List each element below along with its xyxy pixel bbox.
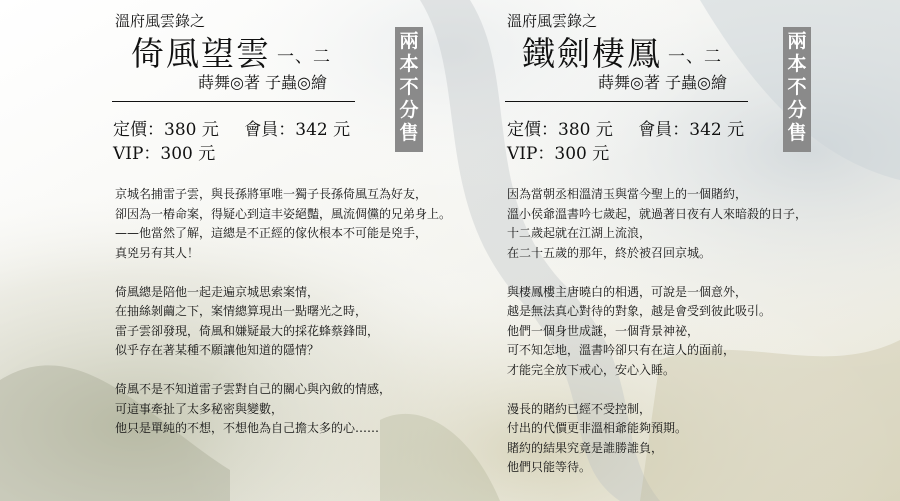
series-name: 溫府風雲錄之 bbox=[507, 12, 598, 30]
description-line: ——他當然了解，這總是不正經的傢伙根本不可能是兇手， bbox=[115, 226, 428, 240]
description-line: 倚風不是不知道雷子雲對自己的關心與內斂的情感， bbox=[115, 382, 392, 396]
not-sold-separately-badge: 兩本不分售 bbox=[395, 27, 423, 152]
divider bbox=[505, 101, 748, 102]
book-title bbox=[522, 28, 722, 75]
description-line: 可這事牽扯了太多秘密與變數， bbox=[115, 401, 284, 416]
description-line: 付出的代價更非溫相爺能夠預期。 bbox=[507, 421, 688, 435]
description-line: 他們只能等待。 bbox=[507, 460, 592, 474]
author-credit: 蒔舞◎著 子蟲◎繪 bbox=[198, 73, 328, 92]
description-line: 漫長的賭約已經不受控制， bbox=[507, 401, 652, 416]
description-line: 真兇另有其人！ bbox=[115, 245, 200, 260]
description-line: 雷子雲卻發現，倚風和嫌疑最大的採花蜂蔡鋒間， bbox=[115, 323, 380, 338]
book-title-text: 鐵劍棲鳳 bbox=[522, 34, 662, 73]
series-name: 溫府風雲錄之 bbox=[115, 12, 206, 30]
description bbox=[115, 185, 455, 439]
member-price: 會員：342 元 bbox=[638, 120, 745, 140]
book-title-text: 倚風望雲 bbox=[131, 34, 271, 73]
divider bbox=[112, 101, 355, 102]
author-credit: 蒔舞◎著 子蟲◎繪 bbox=[598, 73, 728, 92]
vip-price: VIP：300 元 bbox=[113, 144, 216, 164]
description-line: 他們一個身世成謎，一個背景神祕， bbox=[507, 323, 700, 338]
description-line: 他只是單純的不想，不想他為自己擔太多的心…… bbox=[115, 421, 380, 435]
description-line: 卻因為一樁命案，得疑心到這丰姿絕豔，風流倜儻的兄弟身上。 bbox=[115, 206, 452, 221]
description-line: 因為當朝丞相溫清玉與當今聖上的一個賭約， bbox=[507, 187, 748, 201]
list-price: 定價：380 元 bbox=[113, 120, 219, 140]
description-line: 賭約的結果究竟是誰勝誰負， bbox=[507, 440, 664, 455]
description-line: 與棲鳳樓主唐曉白的相遇，可說是一個意外， bbox=[507, 284, 748, 299]
book-panel-right bbox=[450, 0, 900, 501]
description-line: 似乎存在著某種不願讓他知道的隱情？ bbox=[115, 343, 320, 357]
description bbox=[507, 185, 847, 478]
description-line: 溫小侯爺溫書吟七歲起，就過著日夜有人來暗殺的日子， bbox=[507, 206, 808, 221]
book-title bbox=[131, 28, 331, 75]
price-block bbox=[507, 118, 744, 166]
description-line: 越是無法真心對待的對象，越是會受到彼此吸引。 bbox=[507, 304, 772, 318]
price-block bbox=[113, 118, 350, 166]
vip-price: VIP：300 元 bbox=[507, 144, 610, 164]
description-line: 可不知怎地，溫書吟卻只有在這人的面前， bbox=[507, 343, 736, 357]
description-line: 倚風總是陪他一起走遍京城思索案情， bbox=[115, 284, 320, 299]
description-line: 十二歲起就在江湖上流浪， bbox=[507, 226, 652, 240]
member-price: 會員：342 元 bbox=[244, 120, 351, 140]
description-line: 在抽絲剝繭之下，案情總算現出一點曙光之時， bbox=[115, 304, 368, 318]
list-price: 定價：380 元 bbox=[507, 120, 613, 140]
not-sold-separately-badge: 兩本不分售 bbox=[783, 27, 811, 152]
description-line: 在二十五歲的那年，終於被召回京城。 bbox=[507, 245, 712, 260]
description-line: 才能完全放下戒心，安心入睡。 bbox=[507, 362, 676, 377]
volume-label: 一、二 bbox=[277, 47, 331, 67]
volume-label: 一、二 bbox=[668, 47, 722, 67]
description-line: 京城名捕雷子雲，與長孫將軍唯一獨子長孫倚風互為好友， bbox=[115, 187, 428, 201]
